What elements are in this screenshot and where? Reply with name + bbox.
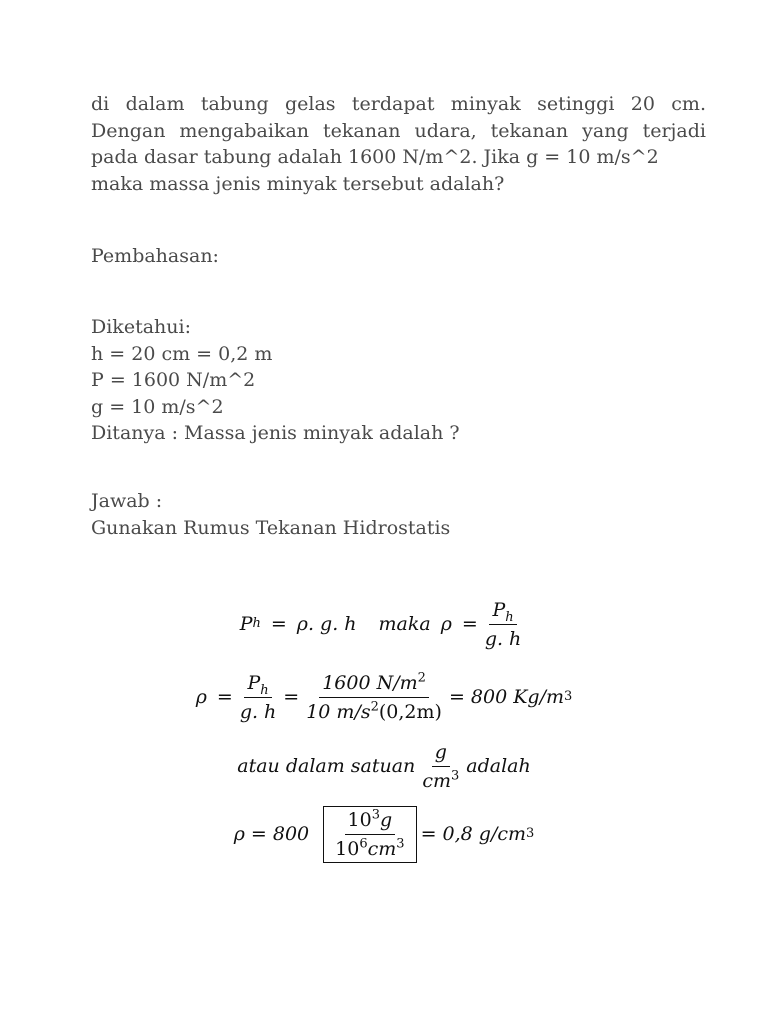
question-paragraph bbox=[91, 91, 706, 197]
fraction: $\frac{P_h}{g. h}$ bbox=[484, 598, 522, 650]
fraction: $\frac{P_h}{g. h}$ bbox=[239, 671, 277, 723]
fraction: $\frac{1600 N/m^2}{10 m/s^2(0,2m)}$ bbox=[306, 670, 442, 723]
pembahasan-heading: Pembahasan: bbox=[91, 245, 219, 267]
equation-final-result: ρ = 800 $\frac{10^3g}{10^6cm^3}$ = 0,8 g/cm 3 bbox=[0, 800, 768, 868]
equation-density-calculation: ρ = $\frac{P_h}{g. h}$ = $\frac{1600 N/m^2}{10 m/s^2(0,2m)}$ = 800 Kg/m 3 bbox=[195, 670, 573, 723]
jawab-block bbox=[91, 488, 450, 541]
jawab-heading: Jawab : bbox=[91, 490, 163, 512]
ditanya-line: Ditanya : Massa jenis minyak adalah ? bbox=[91, 422, 460, 444]
fraction: $\frac{g}{cm^3}$ bbox=[422, 740, 460, 792]
question-line: Dengan mengabaikan tekanan udara, tekanan yang terjadi bbox=[91, 119, 706, 142]
method-line: Gunakan Rumus Tekanan Hidrostatis bbox=[91, 516, 451, 539]
diketahui-block bbox=[91, 314, 460, 447]
question-line: maka massa jenis minyak tersebut adalah? bbox=[91, 172, 505, 195]
given-item: P = 1600 N/m^2 bbox=[91, 369, 256, 391]
given-item: g = 10 m/s^2 bbox=[91, 395, 224, 418]
square-bracket bbox=[323, 806, 416, 863]
equation-unit-conversion-text: atau dalam satuan $\frac{g}{cm^3}$ adalah bbox=[237, 740, 531, 792]
question-line: di dalam tabung gelas terdapat minyak setinggi 20 cm. bbox=[91, 93, 706, 115]
fraction: $\frac{10^3g}{10^6cm^3}$ bbox=[335, 807, 405, 860]
equation-pressure-formula: P h = ρ. g. h maka ρ = $\frac{P_h}{g. h}$ bbox=[0, 592, 768, 656]
question-line: pada dasar tabung adalah 1600 N/m^2. Jika g = 10 m/s^2 bbox=[91, 146, 659, 168]
diketahui-heading: Diketahui: bbox=[91, 316, 191, 338]
given-item: h = 20 cm = 0,2 m bbox=[91, 342, 273, 365]
